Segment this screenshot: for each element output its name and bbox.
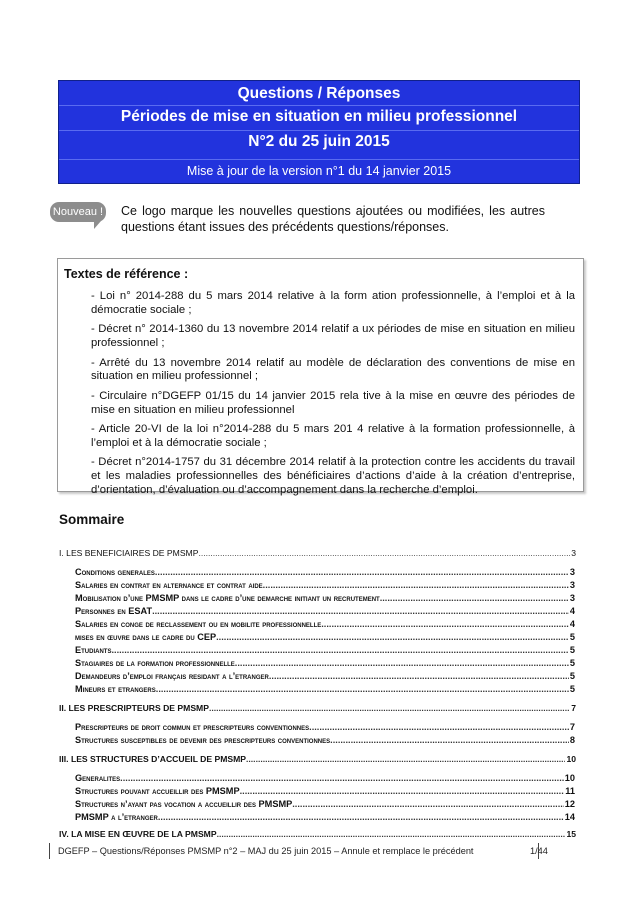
toc-leader: [246, 754, 565, 764]
toc-leader: [321, 619, 569, 629]
reference-item: - Article 20-VI de la loi n°2014-288 du 5 mars 201 4 relative à la formation professionnelle, à l’emploi et à la démocratie sociale ;: [91, 423, 575, 449]
references-title: Textes de référence :: [64, 267, 189, 281]
toc-label: Demandeurs d’emploi français residant a l’etranger: [75, 671, 269, 681]
toc-entry-link[interactable]: [75, 735, 575, 745]
toc-section-link[interactable]: [59, 829, 576, 839]
toc-page-number: 11: [565, 786, 575, 796]
toc-page-number: 10: [564, 773, 575, 783]
toc-label: Mobilisation d’une PMSMP dans le cadre d’une demarche initiant un recrutement: [75, 593, 380, 603]
toc-label: Mineurs et etrangers: [75, 684, 156, 694]
banner-divider: [59, 105, 579, 106]
toc-entry-link[interactable]: [75, 593, 575, 603]
reference-item: - Loi n° 2014-288 du 5 mars 2014 relative à la form ation professionnelle, à l’emploi et à la démocratie sociale ;: [91, 290, 575, 316]
toc-leader: [269, 671, 569, 681]
title-banner: [58, 80, 580, 184]
toc-label: Structures pouvant accueillir des PMSMP: [75, 786, 240, 796]
toc-label: Stagiaires de la formation professionnelle: [75, 658, 235, 668]
toc-label: Personnes en ESAT: [75, 606, 153, 616]
speech-bubble-tail-icon: [94, 221, 101, 229]
toc-entry-link[interactable]: [75, 619, 575, 629]
toc-entry-link[interactable]: [75, 812, 575, 822]
toc-leader: [217, 829, 566, 839]
page-number: 1/44: [530, 846, 548, 856]
toc-page-number: 5: [569, 671, 575, 681]
toc-page-number: 7: [571, 703, 576, 713]
toc-leader: [209, 703, 570, 713]
toc-leader: [292, 799, 564, 809]
toc-leader: [198, 548, 570, 558]
toc-page-number: 5: [569, 684, 575, 694]
update-note: Mise à jour de la version n°1 du 14 janvier 2015: [186, 164, 452, 178]
toc-page-number: 5: [569, 658, 575, 668]
toc-label: Structures n’ayant pas vocation a accueillir des PMSMP: [75, 799, 293, 809]
toc-section-link[interactable]: [59, 754, 576, 764]
toc-leader: [155, 567, 569, 577]
toc-entry-link[interactable]: [75, 606, 575, 616]
toc-label: Salaries en contrat en alternance et contrat aide: [75, 580, 263, 590]
toc-label: Structures susceptibles de devenir des prescripteurs conventionnes: [75, 735, 331, 745]
footer-divider: [49, 843, 50, 859]
document-title: Questions / Réponses: [237, 85, 401, 102]
toc-entry-link[interactable]: [75, 632, 575, 642]
issue-number: N°2 du 25 juin 2015: [248, 133, 390, 150]
toc-entry-link[interactable]: [75, 722, 575, 732]
reference-item: - Arrêté du 13 novembre 2014 relatif au modèle de déclaration des conventions de mise en situation en milieu professionnel ;: [91, 356, 575, 383]
toc-page-number: 4: [569, 606, 575, 616]
banner-divider: [59, 159, 579, 160]
toc-leader: [120, 773, 564, 783]
toc-page-number: 5: [569, 632, 575, 642]
new-badge: Nouveau !: [50, 202, 106, 222]
toc-page-number: 3: [571, 548, 576, 558]
toc-leader: [263, 580, 569, 590]
toc-leader: [152, 606, 569, 616]
toc-section-link[interactable]: [59, 703, 576, 713]
toc-page-number: 12: [564, 799, 575, 809]
toc-page-number: 14: [564, 812, 575, 822]
toc-page-number: 3: [569, 580, 575, 590]
toc-page-number: 3: [569, 567, 575, 577]
toc-leader: [216, 632, 569, 642]
toc-entry-link[interactable]: [75, 658, 575, 668]
toc-label: Salaries en conge de reclassement ou en mobilite professionnelle: [75, 619, 322, 629]
reference-item: - Décret n°2014-1757 du 31 décembre 2014 relatif à la protection contre les accidents du travail et les maladies professionnelles des bénéficiaires d’actions d’aide à la création d’entreprise, d’orientation, d’évaluation ou d’accompagnement dans la recherche d’emploi.: [91, 456, 575, 496]
toc-leader: [309, 722, 569, 732]
toc-entry-link[interactable]: [75, 567, 575, 577]
toc-leader: [240, 786, 565, 796]
toc-page-number: 8: [569, 735, 575, 745]
toc-label: Prescripteurs de droit commun et prescripteurs conventionnes: [75, 722, 310, 732]
document-subtitle: Périodes de mise en situation en milieu professionnel: [120, 108, 518, 125]
toc-section-link[interactable]: [59, 548, 576, 558]
toc-label: Generalites: [75, 773, 121, 783]
toc-page-number: 10: [566, 754, 576, 764]
toc-label: Conditions generales: [75, 567, 155, 577]
toc-leader: [330, 735, 569, 745]
toc-entry-link[interactable]: [75, 773, 575, 783]
banner-divider: [59, 130, 579, 131]
toc-page-number: 4: [569, 619, 575, 629]
references-list: [91, 290, 575, 503]
reference-item: - Décret n° 2014-1360 du 13 novembre 2014 relatif a ux périodes de mise en situation en milieu professionnel ;: [91, 323, 575, 350]
toc-page-number: 7: [569, 722, 575, 732]
toc-page-number: 5: [569, 645, 575, 655]
toc-leader: [158, 812, 564, 822]
toc-leader: [380, 593, 569, 603]
toc-leader: [111, 645, 568, 655]
toc-title: Sommaire: [59, 512, 125, 527]
toc-page-number: 3: [569, 593, 575, 603]
footer-text: DGEFP – Questions/Réponses PMSMP n°2 – MAJ du 25 juin 2015 – Annule et remplace le précédent: [58, 846, 474, 856]
toc-leader: [156, 684, 569, 694]
toc-entry-link[interactable]: [75, 799, 575, 809]
toc-label: I. LES BENEFICIAIRES DE PMSMP: [59, 548, 199, 558]
toc-entry-link[interactable]: [75, 786, 575, 796]
badge-explanation: Ce logo marque les nouvelles questions ajoutées ou modifiées, les autres questions étant issues des précédents questions/réponses.: [121, 204, 545, 234]
reference-item: - Circulaire n°DGEFP 01/15 du 14 janvier 2015 rela tive à la mise en œuvre des périodes de mise en situation en milieu professionnel: [91, 389, 575, 416]
toc-leader: [235, 658, 569, 668]
toc-entry-link[interactable]: [75, 580, 575, 590]
toc-entry-link[interactable]: [75, 645, 575, 655]
toc-label: IV. LA MISE EN ŒUVRE DE LA PMSMP: [59, 829, 217, 839]
toc-entry-link[interactable]: [75, 671, 575, 681]
toc-label: PMSMP a l’etranger: [75, 812, 158, 822]
toc-label: III. LES STRUCTURES D’ACCUEIL DE PMSMP: [59, 754, 247, 764]
references-box: [57, 258, 584, 496]
toc-page-number: 15: [566, 829, 576, 839]
toc-label: II. LES PRESCRIPTEURS DE PMSMP: [59, 703, 209, 713]
toc-entry-link[interactable]: [75, 684, 575, 694]
toc-label: mises en œuvre dans le cadre du CEP: [75, 632, 217, 642]
toc-label: Etudiants: [75, 645, 112, 655]
